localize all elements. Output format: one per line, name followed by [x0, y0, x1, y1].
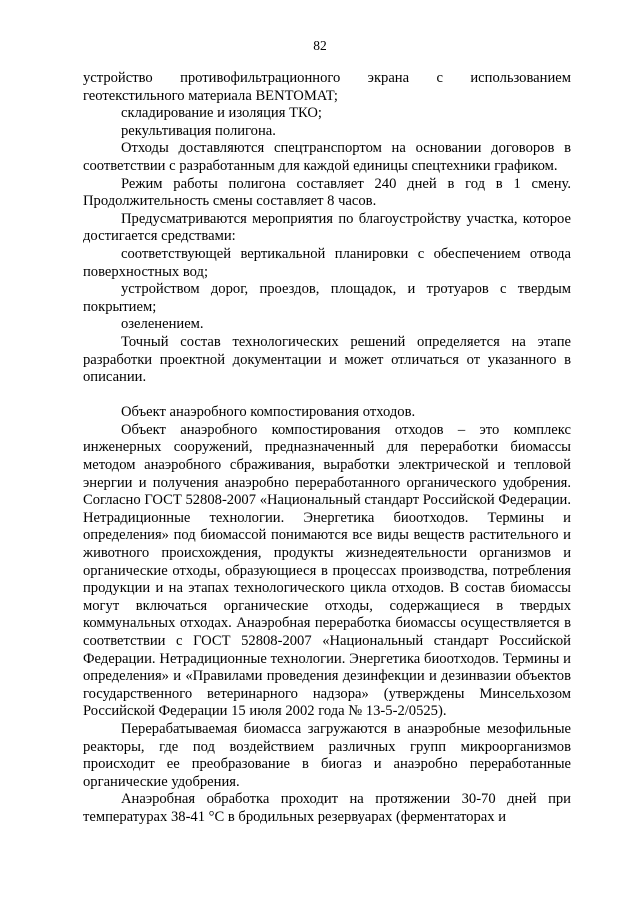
paragraph: Анаэробная обработка проходит на протяжении 30-70 дней при температурах 38-41 °С в бродильных резервуарах (ферментаторах и — [83, 791, 571, 825]
paragraph: Перерабатываемая биомасса загружаются в анаэробные мезофильные реакторы, где под воздействием различных групп микроорганизмов происходит ее преобразование в биогаз и анаэробно переработанные органические удобрения. — [83, 720, 571, 790]
section-heading: Объект анаэробного компостирования отходов. — [121, 404, 416, 421]
paragraph: Точный состав технологических решений определяется на этапе разработки проектной документации и может отличаться от указанного в описании. — [83, 333, 571, 386]
paragraph: Объект анаэробного компостирования отходов – это комплекс инженерных сооружений, предназначенный для переработки биомассы методом анаэробного сбраживания, выработки электрической и тепловой энергии и получения анаэробно переработанного органического удобрения. Согласно ГОСТ 52808-2007 «Национальный стандарт Российской Федерации. Нетрадиционные технологии. Энергетика биоотходов. Термины и определения» под биомассой понимаются все виды веществ растительного и животного происхождения, продукты жизнедеятельности организмов и органические отходы, образующиеся в процессах производства, потребления продукции и на этапах технологического цикла отходов. В состав биомассы могут включаться органические отходы, содержащиеся в твердых коммунальных отходах. Анаэробная переработка биомассы осуществляется в соответствии с ГОСТ 52808-2007 «Национальный стандарт Российской Федерации. Нетрадиционные технологии. Энергетика биоотходов. Термины и определения» и «Правилами проведения дезинфекции и дезинвазии объектов государственного ветеринарного надзора» (утверждены Минсельхозом Российской Федерации 15 июля 2002 года № 13-5-2/0525). — [83, 421, 571, 720]
paragraph: рекультивация полигона. — [121, 122, 276, 139]
paragraph: соответствующей вертикальной планировки с обеспечением отвода поверхностных вод; — [83, 245, 571, 280]
paragraph: Предусматриваются мероприятия по благоустройству участка, которое достигается средствами: — [83, 210, 571, 245]
paragraph: устройство противофильтрационного экрана с использованием геотекстильного материала BENTOMAT; — [83, 70, 571, 104]
paragraph: озеленением. — [121, 316, 204, 333]
document-body — [83, 70, 571, 827]
paragraph: Отходы доставляются спецтранспортом на основании договоров в соответствии с разработанным для каждой единицы спецтехники графиком. — [83, 140, 571, 174]
page-number: 82 — [313, 38, 327, 53]
paragraph: Режим работы полигона составляет 240 дней в год в 1 смену. Продолжительность смены составляет 8 часов. — [83, 175, 571, 210]
paragraph: устройством дорог, проездов, площадок, и тротуаров с твердым покрытием; — [83, 281, 571, 315]
paragraph: складирование и изоляция ТКО; — [121, 105, 322, 122]
